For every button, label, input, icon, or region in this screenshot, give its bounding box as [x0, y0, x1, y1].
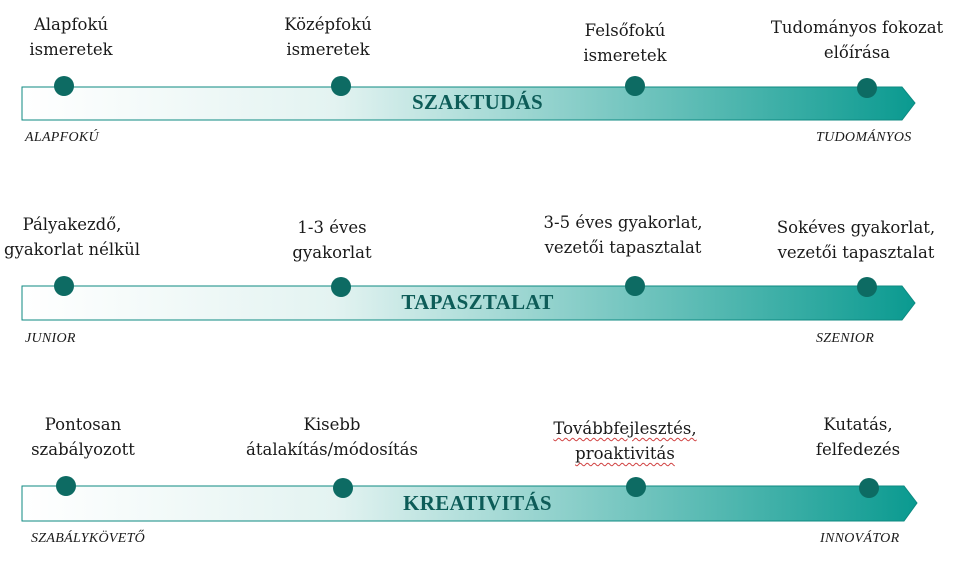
stage-label: Sokéves gyakorlat, vezetői tapasztalat [776, 218, 936, 262]
left-end-label: SZABÁLYKÖVETŐ [31, 531, 146, 546]
right-end-label: INNOVÁTOR [820, 531, 900, 546]
left-end-label: ALAPFOKÚ [25, 130, 99, 145]
stage-label: Kutatás, felfedezés [815, 415, 901, 459]
stage-label [515, 416, 735, 466]
stage-label: Pályakezdő, gyakorlat nélkül [3, 215, 141, 259]
row-kreativitas [0, 394, 955, 569]
stage-label: 3-5 éves gyakorlat, vezetői tapasztalat [543, 213, 703, 257]
stage-dot [625, 76, 645, 96]
stage-label: 1-3 éves gyakorlat [292, 218, 372, 262]
left-end-label: JUNIOR [25, 331, 76, 346]
stage-label: Pontosan szabályozott [31, 415, 135, 459]
stage-dot [626, 477, 646, 497]
stage-label: Felsőfokú ismeretek [583, 21, 667, 65]
stage-dot [857, 277, 877, 297]
row-tapasztalat [0, 197, 955, 372]
bar-title: KREATIVITÁS [403, 491, 552, 515]
stage-dot [331, 277, 351, 297]
stage-dot [625, 276, 645, 296]
stage-dot [54, 76, 74, 96]
stage-dot [859, 478, 879, 498]
stage-dot [857, 78, 877, 98]
stage-label-text: Továbbfejlesztés, proaktivitás [553, 419, 697, 463]
stage-label: Alapfokú ismeretek [29, 15, 113, 59]
stage-label: Kisebb átalakítás/módosítás [246, 415, 418, 459]
stage-dot [56, 476, 76, 496]
stage-label: Tudományos fokozat előírása [770, 18, 944, 62]
right-end-label: SZENIOR [816, 331, 875, 346]
stage-dot [333, 478, 353, 498]
row-szaktudas [0, 0, 955, 175]
stage-dot [331, 76, 351, 96]
stage-dot [54, 276, 74, 296]
bar-title: TAPASZTALAT [401, 290, 554, 314]
bar-title: SZAKTUDÁS [411, 90, 544, 114]
stage-label: Középfokú ismeretek [284, 15, 372, 59]
right-end-label: TUDOMÁNYOS [816, 130, 912, 145]
